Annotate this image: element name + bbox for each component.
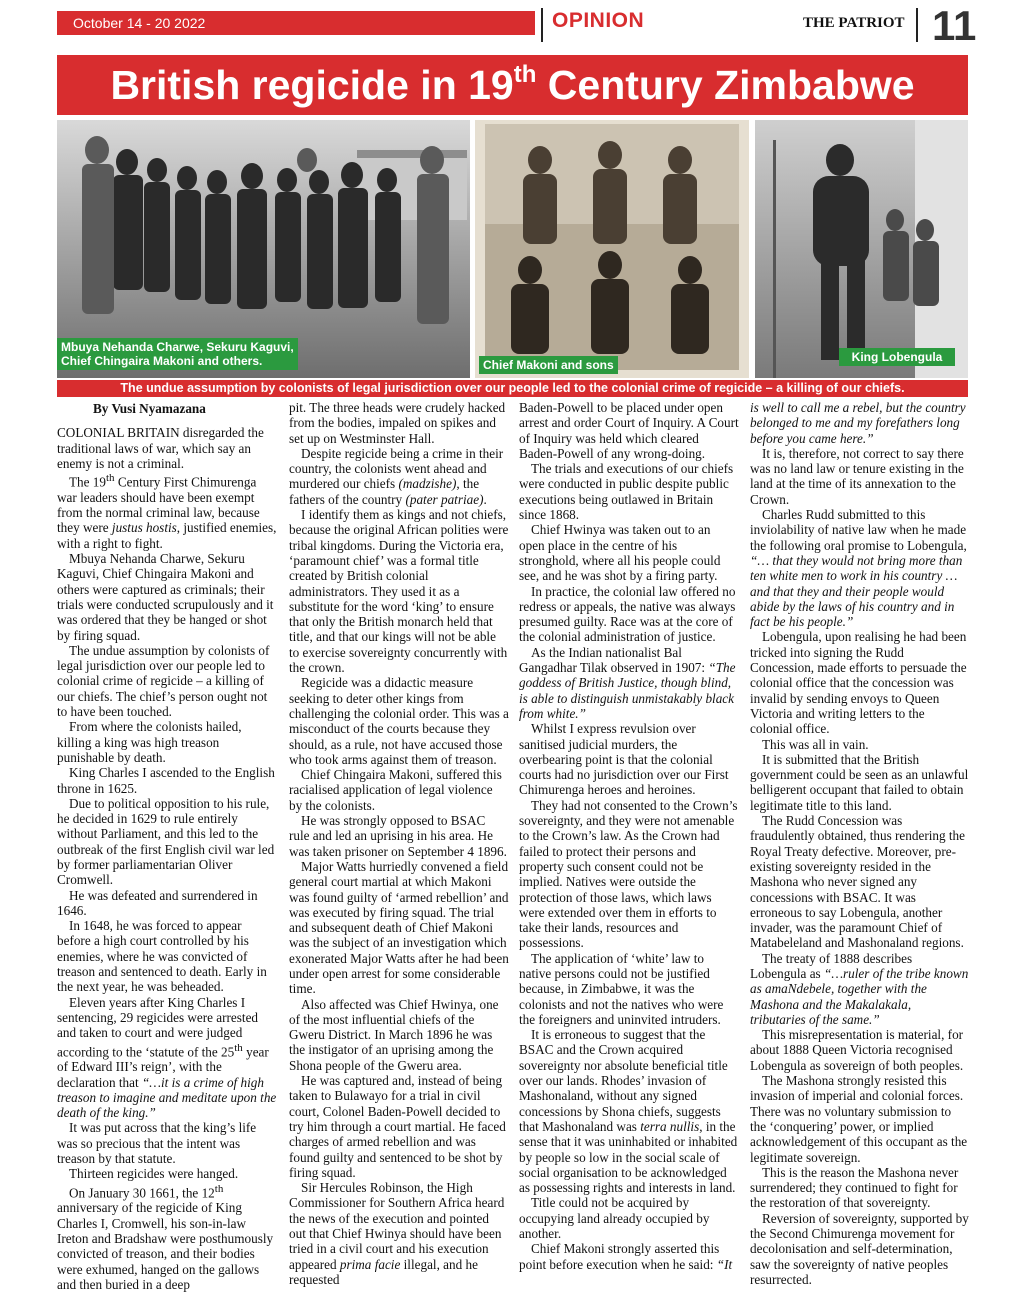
article-paragraph: This misrepresentation is material, for about 1888 Queen Victoria recognised Lobengula as sovereign of both peoples.: [750, 1027, 964, 1073]
article-paragraph: From where the colonists hailed, killing a king was high treason punishable by death.: [57, 719, 242, 765]
byline: By Vusi Nyamazana: [93, 401, 206, 416]
article-paragraph: The 19th Century First Chimurenga war leaders should have been exempt from the normal criminal law, because they were justus hostis, justified enemies, with a right to fight.: [57, 472, 277, 551]
issue-date: October 14 - 20 2022: [57, 11, 535, 35]
article-paragraph: pit. The three heads were crudely hacked from the bodies, impaled on spikes and set up on Westminster Hall.: [289, 400, 506, 446]
headline-superscript: th: [513, 61, 537, 88]
article-paragraph: Sir Hercules Robinson, the High Commissioner for Southern Africa heard the news of the execution and pointed out that Chief Hwinya should have been tried in a civil court and his execution appeared prima facie illegal, and he requested: [289, 1180, 505, 1287]
photo-chief-makoni: [475, 120, 749, 378]
article-paragraph: Baden-Powell to be placed under open arrest and order Court of Inquiry. A Court of Inquiry was held which cleared Baden-Powell of any wrong-doing.: [519, 400, 739, 461]
caption-line: Chief Chingaira Makoni and others.: [61, 354, 263, 368]
article-column-3: [519, 400, 739, 1272]
article-paragraph: Eleven years after King Charles I sentencing, 29 regicides were arrested and taken to court and were judged according to the ‘statute of the 25th year of Edward III’s reign’, with the declaration that “…it is a crime of high treason to imagine and meditate upon the death of the king.”: [57, 994, 277, 1121]
article-paragraph: is well to call me a rebel, but the country belonged to me and my forefathers long before you came here.”: [750, 400, 966, 446]
section-label: OPINION: [552, 9, 645, 32]
article-paragraph: Chief Hwinya was taken out to an open place in the centre of his stronghold, where all his people could see, and he was shot by a firing party.: [519, 522, 721, 584]
article-paragraph: He was defeated and surrendered in 1646.: [57, 887, 258, 918]
photo-caption: King Lobengula: [839, 348, 955, 366]
article-paragraph: It was put across that the king’s life was so precious that the intent was treason by that statute.: [57, 1120, 257, 1167]
article-column-1: [57, 400, 277, 1292]
article-column-2: [289, 400, 509, 1287]
headline-text: British regicide in 19: [110, 62, 514, 108]
page-number: 11: [932, 2, 977, 49]
photo-caption: [57, 338, 298, 370]
headline-text-end: Century Zimbabwe: [536, 62, 915, 108]
article-paragraph: In practice, the colonial law offered no redress or appeals, the native was always presumed guilty. Race was at the core of the colonial administration of justice.: [519, 583, 736, 645]
article-paragraph: Mbuya Nehanda Charwe, Sekuru Kaguvi, Chief Chingaira Makoni and others were captured as criminals; their trials were conducted scrupulously and it was ordered that they be hanged or shot by firing squad.: [57, 551, 274, 643]
article-paragraph: This is the reason the Mashona never surrendered; they continued to fight for the restoration of that sovereignty.: [750, 1164, 959, 1211]
article-paragraph: Lobengula, upon realising he had been tricked into signing the Rudd Concession, made efforts to persuade the colonial office that the concession was invalid by sending envoys to Queen Victoria and writing letters to the colonial office.: [750, 629, 967, 737]
article-paragraph: Chief Chingaira Makoni, suffered this racialised application of legal violence by the colonists.: [289, 767, 502, 813]
article-paragraph: COLONIAL BRITAIN disregarded the traditional laws of war, which say an enemy is not a criminal.: [57, 425, 264, 471]
article-paragraph: The treaty of 1888 describes Lobengula as “…ruler of the tribe known as amaNdebele, together with the Mashona and the Makalakala, tributaries of the same.”: [750, 950, 969, 1027]
article-paragraph: It is, therefore, not correct to say there was no land law or tenure existing in the land at the time of its annexation to the Crown.: [750, 445, 964, 507]
column-body: [289, 400, 509, 1287]
article-paragraph: They had not consented to the Crown’s sovereignty, and they were not amenable to the Crown’s law. As the Crown had failed to protect their persons and property such consent could not be implied. Natives were outside the protection of those laws, which laws were extended over them in efforts to take their lands, resources and possessions.: [519, 797, 738, 951]
article-paragraph: The trials and executions of our chiefs were conducted in public despite public executions being outlawed in Britain since 1868.: [519, 461, 734, 523]
photo-caption: Chief Makoni and sons: [479, 356, 618, 374]
article-paragraph: Also affected was Chief Hwinya, one of the most influential chiefs of the Gweru District. In March 1896 he was the instigator of an uprising among the Shona people of the Gweru area.: [289, 996, 499, 1073]
article-column-4: [750, 400, 970, 1287]
header-divider: [916, 8, 918, 42]
article-paragraph: Regicide was a didactic measure seeking to deter other kings from challenging the colonial order. This was a misconduct of the courts because they should, as a rule, not have accused those who took arms against them of treason.: [289, 675, 509, 767]
photo-king-lobengula-image: [755, 120, 968, 378]
article-paragraph: Despite regicide being a crime in their country, the colonists went ahead and murdered our chiefs (madzishe), the fathers of the country (pater patriae).: [289, 445, 504, 507]
photo-group-captives: [57, 120, 470, 378]
article-paragraph: The Mashona strongly resisted this invasion of imperial and colonial forces. There was no voluntary submission to the ‘conquering’ power, or implied acknowledgement of this occupant as the legitimate sovereign.: [750, 1073, 968, 1165]
article-paragraph: The application of ‘white’ law to native persons could not be justified because, in Zimbabwe, it was the colonists and not the natives who were the foreigners and uninvited intruders.: [519, 950, 724, 1027]
photo-chief-makoni-image: [475, 120, 749, 378]
article-paragraph: This was all in vain.: [762, 736, 869, 752]
header-divider: [541, 8, 543, 42]
article-paragraph: King Charles I ascended to the English throne in 1625.: [57, 765, 275, 796]
article-paragraph: He was captured and, instead of being taken to Bulawayo for a trial in civil court, Colonel Baden-Powell decided to try him through a court martial. He faced charges of armed rebellion and was found guilty and sentenced to be shot by firing squad.: [289, 1073, 506, 1180]
page-header: [0, 2, 1024, 49]
article-paragraph: Major Watts hurriedly convened a field general court martial at which Makoni was found guilty of ‘armed rebellion’ and was executed by firing squad. The trial and subsequent death of Chief Makoni was the subject of an investigation which exonerated Major Watts after he had been under open arrest for some considerable time.: [289, 858, 509, 997]
article-paragraph: Chief Makoni strongly asserted this point before execution when he said: “It: [519, 1241, 733, 1272]
article-paragraph: Title could not be acquired by occupying land already occupied by another.: [519, 1195, 710, 1242]
column-body: [519, 400, 739, 1272]
column-body: [750, 400, 970, 1287]
article-paragraph: It is submitted that the British government could be seen as an unlawful belligerent occupant that failed to obtain legitimate title to this land.: [750, 751, 969, 813]
article-paragraph: Whilst I express revulsion over sanitised judicial murders, the overbearing point is that the colonial courts had no jurisdiction over our First Chimurenga heroes and heroines.: [519, 721, 729, 798]
article-paragraph: Reversion of sovereignty, supported by the Second Chimurenga movement for decolonisation and self-determination, saw the sovereignty of native peoples resurrected.: [750, 1210, 969, 1287]
article-paragraph: In 1648, he was forced to appear before a high court controlled by his enemies, where he was convicted of treason and sentenced to death. Early in the next year, he was beheaded.: [57, 918, 267, 995]
publication-name: THE PATRIOT: [803, 15, 905, 31]
headline: [57, 55, 968, 115]
caption-line: Mbuya Nehanda Charwe, Sekuru Kaguvi,: [61, 340, 294, 354]
article-paragraph: As the Indian nationalist Bal Gangadhar Tilak observed in 1907: “The goddess of British Justice, though blind, is able to distinguish unmistakably black from white.”: [519, 644, 736, 721]
article-paragraph: Thirteen regicides were hanged.: [69, 1166, 239, 1182]
photo-king-lobengula: [755, 120, 968, 378]
article-paragraph: Due to political opposition to his rule, he decided in 1629 to rule entirely without Parliament, and this led to the outbreak of the first English civil war led by former parliamentarian Oliver Cromwell.: [57, 795, 275, 888]
article-paragraph: On January 30 1661, the 12th anniversary of the regicide of King Charles I, Cromwell, his son-in-law Ireton and Bradshaw were posthumously convicted of treason, and their bodies were exhumed, hanged on the gallows and then buried in a deep: [57, 1182, 274, 1292]
article-paragraph: He was strongly opposed to BSAC rule and led an uprising in his area. He was taken prisoner on September 4 1896.: [289, 813, 507, 859]
article-paragraph: It is erroneous to suggest that the BSAC and the Crown acquired sovereignty nor absolute beneficial title over our lands. Rhodes’ invasion of Mashonaland, without any signed concessions by Shona chiefs, suggests that Mashonaland was terra nullis, in the sense that it was uninhabited or inhabited by people so low in the social scale of social organisation to be acknowledged as possessing rights and interests in land.: [519, 1027, 738, 1196]
pull-quote-strip: The undue assumption by colonists of legal jurisdiction over our people led to the colonial crime of regicide – a killing of our chiefs.: [57, 380, 968, 397]
column-body: [57, 425, 277, 1292]
article-paragraph: The Rudd Concession was fraudulently obtained, thus rendering the Royal Treaty defective. Moreover, pre-existing sovereignty resided in the Mashona who never signed any concessions with BSAC. It was erroneous to say Lobengula, another invader, was the paramount Chief of Matabeleland and Mashonaland regions.: [750, 813, 965, 951]
article-paragraph: The undue assumption by colonists of legal jurisdiction over our people led to colonial crime of regicide – a killing of our chiefs. The chief’s person ought not to have been touched.: [57, 642, 270, 720]
article-paragraph: I identify them as kings and not chiefs, because the original African polities were tribal kingdoms. During the Victoria era, ‘paramount chief’ was a formal title created by British colonial administrators. They used it as a substitute for the word ‘king’ to ensure that only the British monarch held that title, and that our kings will not be able to exercise sovereignty concurrently with the crown.: [289, 507, 509, 676]
article-paragraph: Charles Rudd submitted to this inviolability of native law when he made the following oral promise to Lobengula, “… that they would not bring more than ten white men to work in his country … and that they and their people would abide by the laws of his country and in fact be his people.”: [750, 507, 967, 630]
